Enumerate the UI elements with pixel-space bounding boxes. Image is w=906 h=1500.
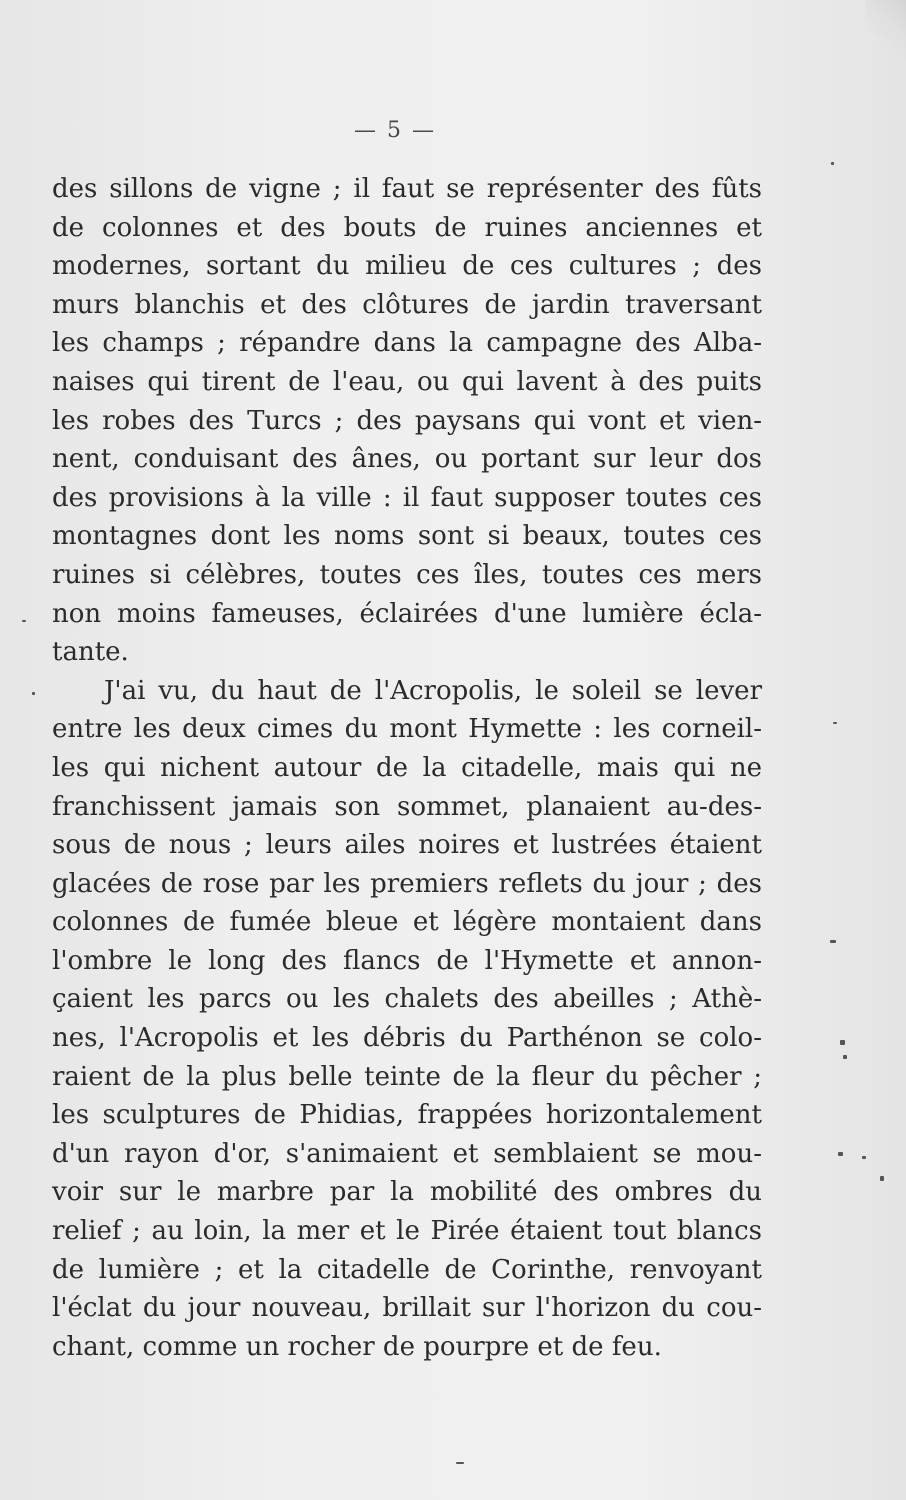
text-line: de colonnes et des bouts de ruines anciennes et: [52, 212, 762, 243]
text-line: d'un rayon d'or, s'animaient et semblaient se mou-: [52, 1138, 762, 1169]
text-line: J'ai vu, du haut de l'Acropolis, le soleil se lever: [104, 675, 762, 706]
text-line: l'éclat du jour nouveau, brillait sur l'horizon du cou-: [52, 1293, 762, 1324]
text-line: entre les deux cimes du mont Hymette : les corneil-: [52, 714, 762, 745]
text-line: les robes des Turcs ; des paysans qui vont et vien-: [52, 405, 762, 436]
text-line: murs blanchis et des clôtures de jardin traversant: [52, 289, 762, 320]
text-line: les champs ; répandre dans la campagne des Alba-: [52, 328, 762, 359]
text-line: franchissent jamais son sommet, planaient au-des-: [52, 791, 762, 822]
text-line: montagnes dont les noms sont si beaux, toutes ces: [52, 521, 762, 552]
text-line: les qui nichent autour de la citadelle, mais qui ne: [52, 752, 762, 783]
scan-speck: [840, 1040, 845, 1045]
scan-speck: [456, 1462, 464, 1464]
text-line: sous de nous ; leurs ailes noires et lustrées étaient: [52, 830, 762, 861]
text-line: ruines si célèbres, toutes ces îles, toutes ces mers: [52, 559, 762, 590]
text-line: çaient les parcs ou les chalets des abeilles ; Athè-: [52, 984, 762, 1015]
scan-speck: [32, 692, 35, 695]
text-line: colonnes de fumée bleue et légère montaient dans: [52, 907, 762, 938]
scan-speck: [22, 620, 26, 622]
page-number: — 5 —: [354, 118, 436, 143]
text-line: chant, comme un rocher de pourpre et de feu.: [52, 1331, 662, 1362]
text-line: tante.: [52, 637, 129, 668]
text-line: nes, l'Acropolis et les débris du Parthénon se colo-: [52, 1023, 762, 1054]
scan-speck: [831, 162, 834, 165]
text-line: nent, conduisant des ânes, ou portant sur leur dos: [52, 444, 762, 475]
text-line: relief ; au loin, la mer et le Pirée étaient tout blancs: [52, 1216, 762, 1247]
scan-speck: [838, 1152, 843, 1156]
text-line: raient de la plus belle teinte de la fleur du pêcher ;: [52, 1061, 762, 1092]
text-line: glacées de rose par les premiers reflets du jour ; des: [52, 868, 762, 899]
text-line: des provisions à la ville : il faut supposer toutes ces: [52, 482, 762, 513]
text-line: voir sur le marbre par la mobilité des ombres du: [52, 1177, 762, 1208]
paragraph-1: [52, 170, 762, 672]
text-line: l'ombre le long des flancs de l'Hymette et annon-: [52, 945, 762, 976]
text-line: des sillons de vigne ; il faut se représenter des fûts: [52, 174, 762, 204]
scan-speck: [833, 722, 837, 724]
body-text: [52, 170, 762, 1366]
page-corner-fold: [866, 0, 906, 60]
text-line: de lumière ; et la citadelle de Corinthe, renvoyant: [52, 1254, 762, 1285]
text-line: les sculptures de Phidias, frappées horizontalement: [52, 1100, 762, 1131]
text-line: non moins fameuses, éclairées d'une lumière écla-: [52, 598, 762, 629]
text-line: naises qui tirent de l'eau, ou qui lavent à des puits: [52, 366, 762, 397]
text-line: modernes, sortant du milieu de ces cultures ; des: [52, 251, 762, 282]
paragraph-2: [52, 672, 762, 1367]
scan-speck: [862, 1156, 866, 1159]
scan-speck: [830, 940, 836, 943]
scan-speck: [880, 1176, 884, 1181]
scan-speck: [843, 1055, 847, 1059]
